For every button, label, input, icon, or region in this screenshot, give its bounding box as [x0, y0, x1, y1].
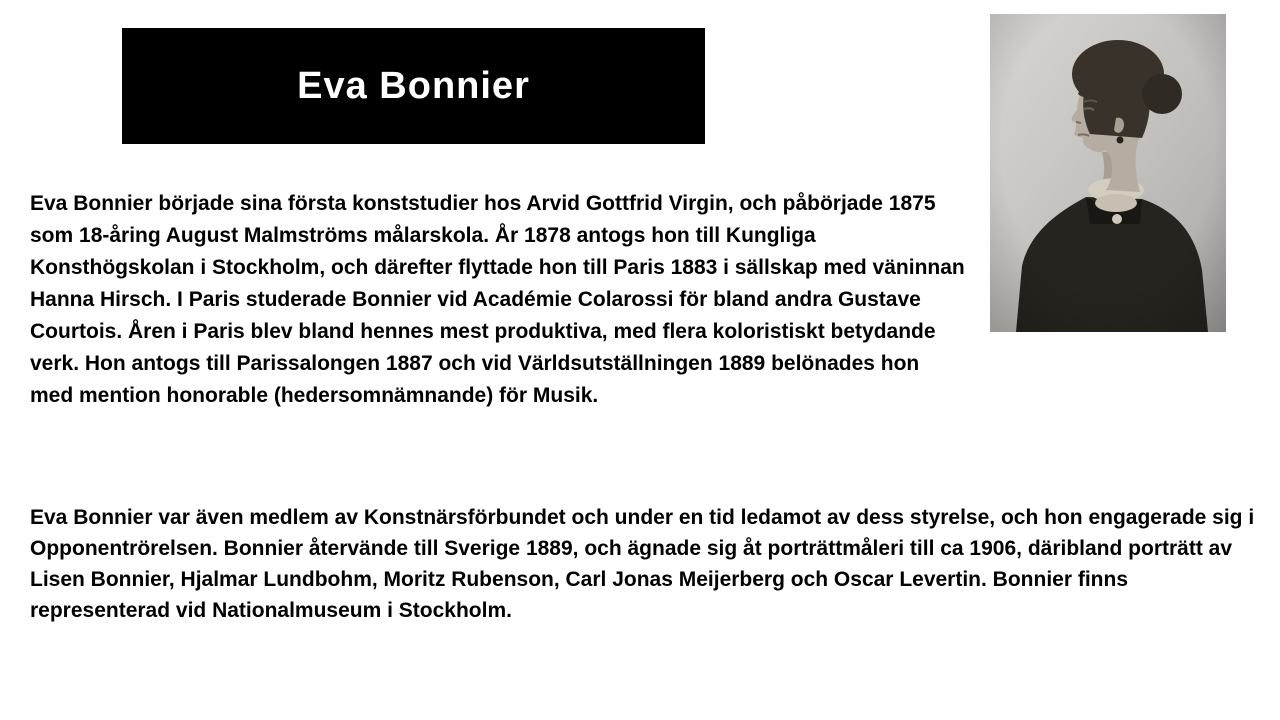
paragraph-biography-early: Eva Bonnier började sina första konststudier hos Arvid Gottfrid Virgin, och påbörjade 1875 som 18-åring August Malmströms målarskola. År 1878 antogs hon till Kungliga Konsthögskolan i Stockholm, och därefter flyttade hon till Paris 1883 i sällskap med väninnan Hanna Hirsch. I Paris studerade Bonnier vid Académie Colarossi för bland andra Gustave Courtois. Åren i Paris blev bland hennes mest produktiva, med flera koloristiskt betydande verk. Hon antogs till Parissalongen 1887 och vid Världsutställningen 1889 belönades hon med mention honorable (hedersomnämnande) för Musik. — [30, 192, 965, 407]
title-box — [122, 28, 705, 144]
paragraph-biography-later: Eva Bonnier var även medlem av Konstnärsförbundet och under en tid ledamot av dess styrelse, och hon engagerade sig i Opponentrörelsen. Bonnier återvände till Sverige 1889, och ägnade sig åt porträttmåleri till ca 1906, däribland porträtt av Lisen Bonnier, Hjalmar Lundbohm, Moritz Rubenson, Carl Jonas Meijerberg och Oscar Levertin. Bonnier finns representerad vid Nationalmuseum i Stockholm. — [30, 506, 1255, 622]
portrait-photo-eva-bonnier — [990, 14, 1226, 332]
portrait-illustration — [990, 14, 1226, 332]
page-title: Eva Bonnier — [297, 64, 530, 107]
